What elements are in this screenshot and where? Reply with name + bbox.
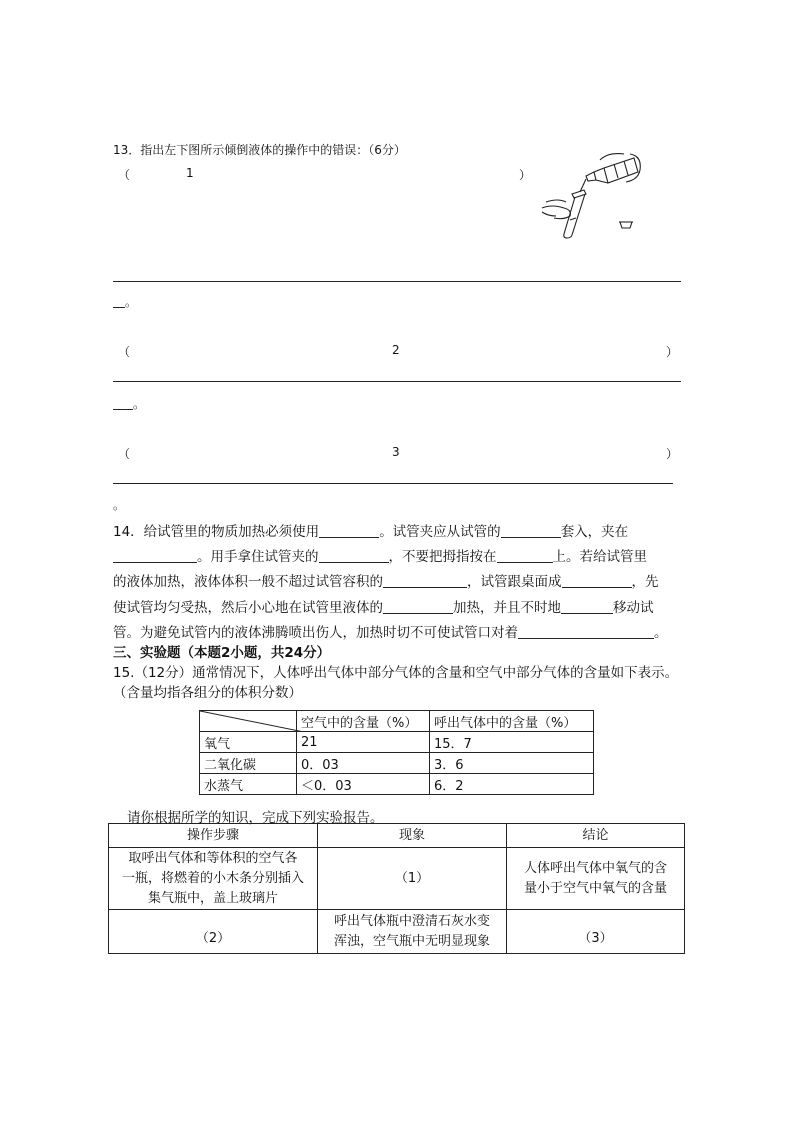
experiment-report-table xyxy=(108,823,685,954)
phenomenon-2-line-2: 浑浊，空气瓶中无明显现象 xyxy=(333,933,490,949)
q14-text-4c: 移动试 xyxy=(613,600,654,616)
blank-move-manner[interactable] xyxy=(561,599,613,614)
table-row xyxy=(200,774,594,795)
q14-text-5a: 管。为避免试管内的液体沸腾喷出伤人，加热时切不可使试管口对着 xyxy=(113,625,518,641)
header-conclusion: 结论 xyxy=(507,824,685,848)
water-vapor-exhaled-value: 6．2 xyxy=(430,774,594,795)
q14-text-3c: ，先 xyxy=(631,574,659,590)
row-label-co2: 二氧化碳 xyxy=(200,753,297,774)
row-label-oxygen: 氧气 xyxy=(200,732,297,753)
q14-text-4a: 使试管均匀受热，然后小心地在试管里液体的 xyxy=(113,600,383,616)
conclusion-1-cell xyxy=(507,848,685,910)
q13-paren-close-3: ） xyxy=(666,447,679,461)
row-label-water-vapor: 水蒸气 xyxy=(200,774,297,795)
table-row xyxy=(200,732,594,753)
answer-line-1-tail[interactable] xyxy=(113,293,125,308)
header-air-content: 空气中的含量（%） xyxy=(297,711,430,732)
step-1-line-3: 集气瓶中，盖上玻璃片 xyxy=(147,890,278,906)
report-row-2 xyxy=(109,910,685,954)
q14-text-1c: 套入，夹在 xyxy=(560,524,629,540)
pouring-liquid-illustration xyxy=(534,150,644,240)
co2-exhaled-value: 3．6 xyxy=(430,753,594,774)
co2-air-value: 0．03 xyxy=(297,753,430,774)
report-row-1 xyxy=(109,848,685,910)
oxygen-air-value: 21 xyxy=(297,732,430,753)
step-1-line-1: 取呼出气体和等体积的空气各 xyxy=(128,850,298,866)
q14-line-2 xyxy=(113,545,647,565)
q13-item-number-3: 3 xyxy=(392,445,400,459)
q13-period-3: 。 xyxy=(113,498,126,512)
q14-text-2a: 。用手拿住试管夹的 xyxy=(197,549,319,565)
q14-text-4b: 加热，并且不时地 xyxy=(453,600,561,616)
q13-paren-close-1: ） xyxy=(519,168,532,182)
gas-content-table xyxy=(199,710,594,795)
answer-line-2-end xyxy=(113,395,145,412)
blank-insert-position[interactable] xyxy=(501,523,561,538)
table-row xyxy=(200,753,594,774)
q14-text-3b: ，试管跟桌面成 xyxy=(467,574,562,590)
q14-line-5 xyxy=(113,621,668,641)
blank-heating-location[interactable] xyxy=(383,599,453,614)
q14-text-5b: 。 xyxy=(654,625,668,641)
water-vapor-air-value: ＜0．03 xyxy=(297,774,430,795)
conclusion-1-line-1: 人体呼出气体中氧气的含 xyxy=(523,860,667,876)
oxygen-exhaled-value: 15．7 xyxy=(430,732,594,753)
diagonal-header-cell xyxy=(200,711,297,732)
section-3-heading: 三、实验题（本题2小题，共24分） xyxy=(113,645,331,661)
blank-tube-angle[interactable] xyxy=(562,573,632,588)
q13-period-2: 。 xyxy=(133,397,146,411)
q13-item-number-1: 1 xyxy=(186,166,194,180)
answer-line-2-tail[interactable] xyxy=(113,395,133,410)
q13-title: 13．指出左下图所示倾倒液体的操作中的错误：（6分） xyxy=(113,143,406,157)
q14-text-3a: 的液体加热，液体体积一般不超过试管容积的 xyxy=(113,574,383,590)
step-2-answer[interactable]: （2） xyxy=(109,910,318,954)
q14-text-2c: 上。若给试管里 xyxy=(552,549,647,565)
phenomenon-1-answer[interactable]: （1） xyxy=(318,848,507,910)
blank-heating-tool[interactable] xyxy=(319,523,379,538)
answer-line-1[interactable] xyxy=(113,281,681,282)
q14-text-2b: ，不要把拇指按在 xyxy=(388,549,497,565)
step-1-line-2: 一瓶，将燃着的小木条分别插入 xyxy=(121,870,304,886)
blank-volume-fraction[interactable] xyxy=(383,573,467,588)
report-header-row xyxy=(109,824,685,848)
q14-line-4 xyxy=(113,596,654,616)
q13-paren-open-1: （ xyxy=(118,168,131,182)
header-exhaled-content: 呼出气体中的含量（%） xyxy=(430,711,594,732)
q13-period-1: 。 xyxy=(125,295,138,309)
diagonal-line xyxy=(200,711,304,732)
answer-line-2[interactable] xyxy=(113,381,681,382)
blank-hold-part[interactable] xyxy=(319,548,389,563)
q14-line-1 xyxy=(113,520,628,540)
q14-line-3 xyxy=(113,570,659,590)
step-1-cell xyxy=(109,848,318,910)
q15-line-1: 15.（12分）通常情况下，人体呼出气体中部分气体的含量和空气中部分气体的含量如下表示。 xyxy=(113,665,679,681)
q13-paren-open-2: （ xyxy=(118,345,131,359)
q13-paren-close-2: ） xyxy=(666,345,679,359)
q15-instruction: 请你根据所学的知识，完成下列实验报告。 xyxy=(127,810,384,826)
q13-paren-open-3: （ xyxy=(118,447,131,461)
blank-clamp-position[interactable] xyxy=(113,548,197,563)
header-phenomenon: 现象 xyxy=(318,824,507,848)
header-steps: 操作步骤 xyxy=(109,824,318,848)
gas-table-header-row xyxy=(200,711,594,732)
conclusion-1-line-2: 量小于空气中氧气的含量 xyxy=(523,880,667,896)
q13-item-number-2: 2 xyxy=(392,343,400,357)
answer-line-1-end xyxy=(113,293,137,310)
conclusion-2-answer[interactable]: （3） xyxy=(507,910,685,954)
phenomenon-2-line-1: 呼出气体瓶中澄清石灰水变 xyxy=(333,913,490,929)
blank-thumb-position[interactable] xyxy=(497,548,553,563)
q14-text-1b: 。试管夹应从试管的 xyxy=(379,524,501,540)
phenomenon-2-cell xyxy=(318,910,507,954)
blank-tube-mouth-direction[interactable] xyxy=(518,624,654,639)
q15-line-2: （含量均指各组分的体积分数） xyxy=(113,685,302,701)
answer-line-3[interactable] xyxy=(113,483,673,484)
q14-text-1a: 14．给试管里的物质加热必须使用 xyxy=(113,524,320,540)
